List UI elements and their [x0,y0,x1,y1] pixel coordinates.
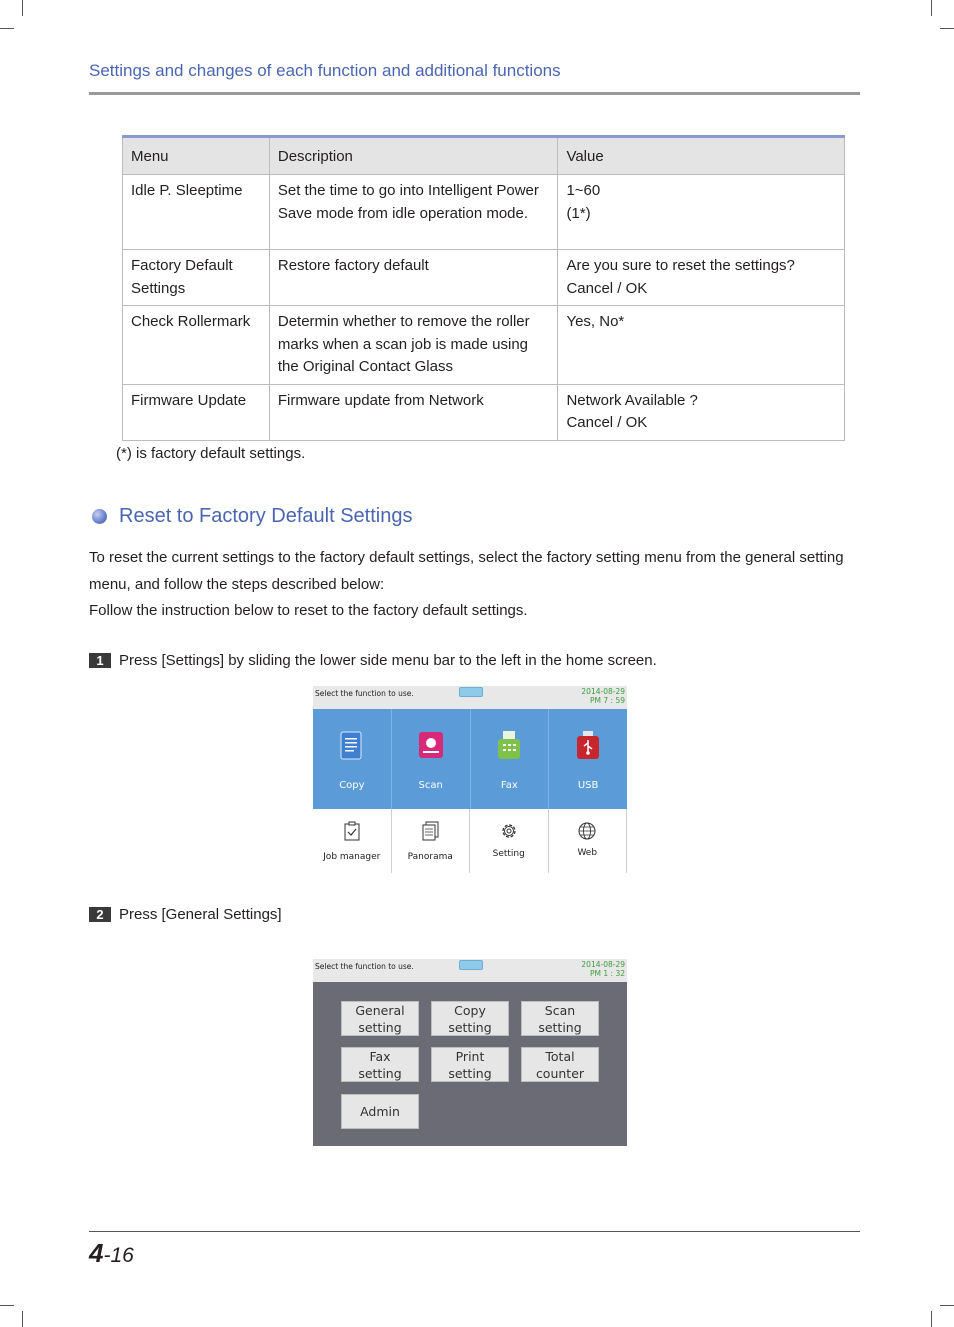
settings-screen-screenshot [313,959,627,1146]
tile-label: Fax [500,780,518,791]
description-cell: Determin whether to remove the roller marks when a scan job is made using the Original Contact Glass [269,306,558,385]
home-screen-screenshot [313,686,627,873]
secondary-tiles [313,809,627,873]
tile-label: Web [577,848,598,858]
value-cell [558,175,845,250]
bullet-icon [92,509,107,524]
step-2 [89,906,282,923]
page-number [89,1238,134,1269]
table-row [123,250,845,306]
copy-setting-button[interactable] [431,1001,509,1036]
value-line: Cancel / OK [566,279,648,297]
tile-web[interactable] [549,809,628,873]
button-label: Print [455,1048,485,1064]
status-bar [313,686,627,709]
chapter-number: 4 [89,1238,104,1268]
column-header: Menu [123,137,270,175]
menu-cell: Firmware Update [123,384,270,440]
time-text: PM 7 : 59 [590,696,625,705]
tile-job-manager[interactable] [313,809,392,873]
settings-table [122,135,845,441]
column-header: Value [558,137,845,175]
crop-mark [22,1311,23,1327]
scan-setting-button[interactable] [521,1001,599,1036]
crop-mark [940,1305,954,1306]
general-setting-button[interactable] [341,1001,419,1036]
datetime [581,960,625,978]
intro-paragraph: To reset the current settings to the factory default settings, select the factory setting menu from the general setting menu, and follow the steps described below: [89,549,844,593]
crop-mark [0,28,14,29]
time-text: PM 1 : 32 [590,969,625,978]
tile-label: Setting [492,849,525,859]
crop-mark [931,1311,932,1327]
value-line: 1~60 [566,182,601,199]
crop-mark [931,0,932,16]
running-header: Settings and changes of each function and additional functions [89,61,561,80]
step-number: 2 [89,907,111,922]
description-cell: Set the time to go into Intelligent Power Save mode from idle operation mode. [269,175,558,250]
button-label: setting [358,1065,402,1081]
button-label: Fax [369,1048,391,1064]
value-line: (1*) [566,204,591,222]
step-number: 1 [89,653,111,668]
value-line: Yes, No* [566,313,625,330]
tile-label: Copy [339,780,365,791]
tile-label: Panorama [407,852,453,862]
value-cell [558,306,845,385]
step-text: Press [Settings] by sliding the lower side menu bar to the left in the home screen. [119,652,657,669]
button-label: counter [535,1065,585,1081]
print-setting-button[interactable] [431,1047,509,1082]
menu-handle[interactable] [459,960,483,970]
button-label: Total [545,1048,575,1064]
description-cell: Restore factory default [269,250,558,306]
table-row [123,306,845,385]
prompt-text: Select the function to use. [315,689,414,698]
footer-rule [89,1231,860,1232]
crop-mark [0,1305,14,1306]
tile-copy[interactable] [313,709,392,809]
settings-panel [313,982,627,1146]
page-suffix: -16 [103,1244,134,1267]
table-row [123,384,845,440]
table-header-row [123,137,845,175]
documents-icon [420,821,440,841]
menu-cell: Idle P. Sleeptime [123,175,270,250]
datetime [581,687,625,705]
clipboard-icon [342,821,362,841]
tile-label: Scan [418,780,443,791]
status-bar [313,959,627,982]
tile-panorama[interactable] [392,809,471,873]
value-cell [558,384,845,440]
menu-cell: Check Rollermark [123,306,270,385]
button-label: Admin [360,1104,400,1119]
crop-mark [22,0,23,16]
prompt-text: Select the function to use. [315,962,414,971]
value-line: Are you sure to reset the settings? [566,257,795,274]
tile-scan[interactable] [392,709,471,809]
value-line: Cancel / OK [566,414,648,431]
date-text: 2014-08-29 [581,960,625,969]
step-1 [89,652,657,669]
section-title: Reset to Factory Default Settings [119,505,413,527]
button-label: setting [448,1065,492,1081]
menu-cell: Factory Default Settings [123,250,270,306]
button-label: setting [358,1019,402,1035]
crop-mark [940,28,954,29]
step-text: Press [General Settings] [119,906,282,923]
description-cell: Firmware update from Network [269,384,558,440]
copy-icon [339,729,365,761]
usb-icon [575,729,601,761]
admin-button[interactable] [341,1094,419,1129]
header-rule [89,92,860,95]
section-heading [92,505,412,528]
value-cell [558,250,845,306]
instruction-paragraph: Follow the instruction below to reset to the factory default settings. [89,602,528,619]
globe-icon [577,821,597,841]
gear-icon [499,821,519,841]
button-label: setting [448,1019,492,1035]
fax-setting-button[interactable] [341,1047,419,1082]
scan-icon [418,729,444,761]
menu-handle[interactable] [459,687,483,697]
column-header: Description [269,137,558,175]
tile-setting[interactable] [470,809,549,873]
fax-icon [496,729,522,761]
button-label: General [355,1002,405,1018]
table-row [123,175,845,250]
tile-label: USB [577,780,599,791]
table-footnote: (*) is factory default settings. [116,445,306,462]
tile-fax[interactable] [471,709,550,809]
tile-label: Job manager [323,852,381,862]
function-tiles [313,709,627,809]
button-label: Scan [544,1002,576,1018]
total-counter-button[interactable] [521,1047,599,1082]
tile-usb[interactable] [549,709,627,809]
button-label: setting [538,1019,582,1035]
button-label: Copy [454,1002,486,1018]
date-text: 2014-08-29 [581,687,625,696]
value-line: Network Available ? [566,391,698,409]
